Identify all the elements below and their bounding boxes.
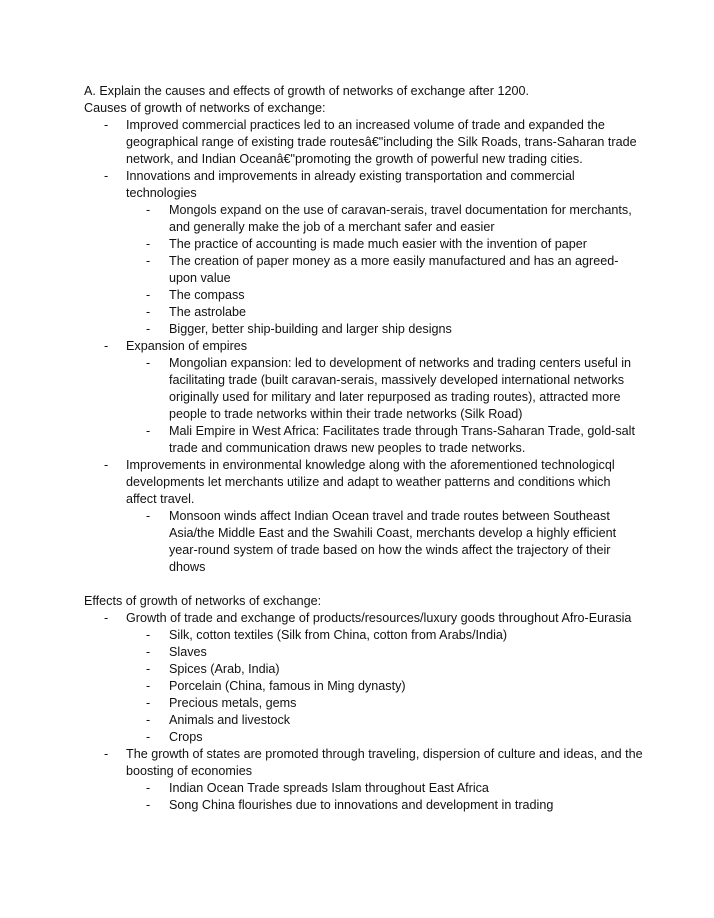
bullet-dash: - [146, 713, 151, 727]
bullet-dash: - [146, 781, 151, 795]
sub-list-item: - Slaves [146, 645, 207, 659]
bullet-dash: - [104, 169, 109, 183]
sub-list-item: - Bigger, better ship-building and larger ship designs [146, 322, 452, 336]
sub-list-item: - The compass [146, 288, 245, 302]
bullet-dash: - [146, 254, 151, 268]
sub-list-item: - The creation of paper money as a more easily manufactured and has an agreed-upon value [146, 254, 619, 285]
sub-list-item: - Porcelain (China, famous in Ming dynasty) [146, 679, 406, 693]
bullet-dash: - [146, 509, 151, 523]
sub-list-item: - Mongolian expansion: led to development of networks and trading centers useful in facilitating trade (built caravan-serais, massively developed international networks originally used for military and later repurposed as trading routes), attracted more people to trade networks within their trade networks (Silk Road) [146, 356, 632, 421]
bullet-dash: - [146, 679, 151, 693]
sub-list-item: - The practice of accounting is made much easier with the invention of paper [146, 237, 587, 251]
list-item: - Innovations and improvements in already existing transportation and commercial technologies [104, 169, 575, 200]
list-item: - Improved commercial practices led to an increased volume of trade and expanded the geographical range of existing trade routesâ€"including the Silk Roads, trans-Saharan trade network, and Indian Oceanâ€"promoting the growth of powerful new trading cities. [104, 118, 637, 166]
section-spacer [84, 576, 644, 593]
bullet-dash: - [146, 628, 151, 642]
sub-list-item: - Animals and livestock [146, 713, 291, 727]
list-item: - The growth of states are promoted through traveling, dispersion of culture and ideas, and the boosting of economies [104, 747, 643, 778]
bullet-dash: - [104, 747, 109, 761]
bullet-dash: - [146, 237, 151, 251]
list-item: - Growth of trade and exchange of products/resources/luxury goods throughout Afro-Eurasia [104, 611, 632, 625]
bullet-dash: - [146, 203, 151, 217]
sub-list-item: - Indian Ocean Trade spreads Islam throughout East Africa [146, 781, 489, 795]
bullet-dash: - [146, 798, 151, 812]
bullet-dash: - [146, 645, 151, 659]
bullet-dash: - [146, 662, 151, 676]
list-item: - Expansion of empires [104, 339, 248, 353]
bullet-dash: - [146, 696, 151, 710]
bullet-dash: - [146, 322, 151, 336]
bullet-dash: - [146, 424, 151, 438]
bullet-dash: - [104, 339, 109, 353]
sub-list-item: - Silk, cotton textiles (Silk from China, cotton from Arabs/India) [146, 628, 508, 642]
sub-list-item: - Monsoon winds affect Indian Ocean travel and trade routes between Southeast Asia/the Middle East and the Swahili Coast, merchants develop a highly efficient year-round system of trade based on how the winds affect the trajectory of their dhows [146, 509, 617, 574]
sub-list-item: - The astrolabe [146, 305, 247, 319]
effects-title: Effects of growth of networks of exchange: [84, 594, 322, 608]
sub-list-item: - Mali Empire in West Africa: Facilitates trade through Trans-Saharan Trade, gold-salt trade and communication draws new peoples to trade networks. [146, 424, 635, 455]
effects-list [84, 610, 644, 814]
bullet-dash: - [104, 458, 109, 472]
bullet-dash: - [104, 118, 109, 132]
list-item: - Improvements in environmental knowledge along with the aforementioned technologicql developments let merchants utilize and adapt to weather patterns and conditions which affect travel. [104, 458, 615, 506]
sub-list-item: - Crops [146, 730, 203, 744]
causes-title: Causes of growth of networks of exchange: [84, 101, 326, 115]
page-heading: A. Explain the causes and effects of growth of networks of exchange after 1200. [84, 84, 530, 98]
bullet-dash: - [146, 288, 151, 302]
document-page [84, 83, 644, 814]
causes-list [84, 117, 644, 576]
sub-list-item: - Precious metals, gems [146, 696, 297, 710]
bullet-dash: - [146, 730, 151, 744]
sub-list-item: - Song China flourishes due to innovations and development in trading [146, 798, 554, 812]
bullet-dash: - [146, 305, 151, 319]
bullet-dash: - [146, 356, 151, 370]
sub-list-item: - Spices (Arab, India) [146, 662, 280, 676]
sub-list-item: - Mongols expand on the use of caravan-serais, travel documentation for merchants, and generally make the job of a merchant safer and easier [146, 203, 632, 234]
bullet-dash: - [104, 611, 109, 625]
